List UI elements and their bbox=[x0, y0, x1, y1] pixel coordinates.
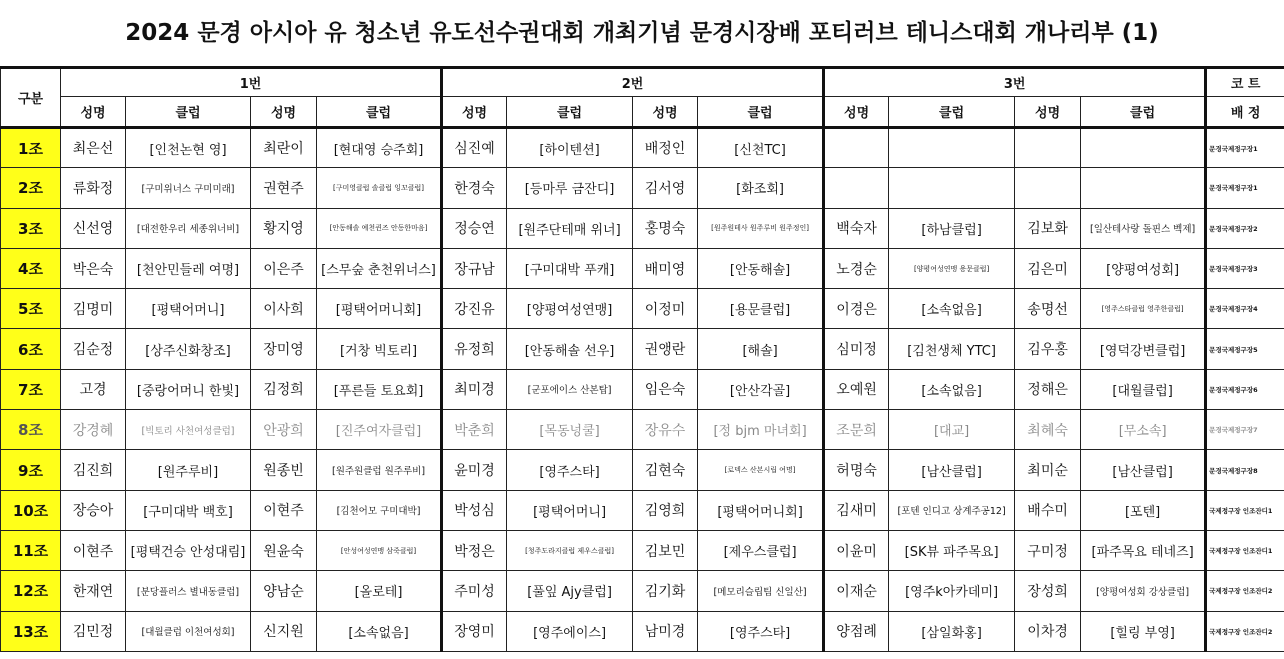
group-label: 10조 bbox=[1, 490, 61, 530]
club-name: [천안민들레 여명] bbox=[126, 248, 251, 288]
player-name: 김현숙 bbox=[633, 450, 698, 490]
group-label: 2조 bbox=[1, 168, 61, 208]
player-name: 이경은 bbox=[824, 289, 889, 329]
group-label: 7조 bbox=[1, 369, 61, 409]
player-name: 장규남 bbox=[442, 248, 507, 288]
court-assignment: 국제정구장 인조잔디1 bbox=[1206, 490, 1284, 530]
club-name: [해솔] bbox=[698, 329, 824, 369]
club-name: [대월클럽 이천여성회] bbox=[126, 611, 251, 651]
player-name: 권현주 bbox=[251, 168, 317, 208]
table-row bbox=[1, 128, 1284, 168]
club-name: [현대영 승주회] bbox=[317, 128, 442, 168]
bracket-table bbox=[0, 66, 1284, 652]
group-label: 1조 bbox=[1, 128, 61, 168]
player-name: 최혜숙 bbox=[1015, 410, 1081, 450]
club-name: [평택어머니] bbox=[507, 490, 633, 530]
player-name: 이사희 bbox=[251, 289, 317, 329]
club-name: [정 bjm 마녀회] bbox=[698, 410, 824, 450]
club-name: [평택건승 안성대림] bbox=[126, 530, 251, 570]
player-name: 한경숙 bbox=[442, 168, 507, 208]
col-club: 클럽 bbox=[889, 97, 1015, 128]
table-row bbox=[1, 289, 1284, 329]
table-row bbox=[1, 248, 1284, 288]
club-name: [SK뷰 파주목요] bbox=[889, 530, 1015, 570]
player-name: 이차경 bbox=[1015, 611, 1081, 651]
group-label: 12조 bbox=[1, 571, 61, 611]
col-club: 클럽 bbox=[1081, 97, 1206, 128]
player-name: 장미영 bbox=[251, 329, 317, 369]
player-name: 김보민 bbox=[633, 530, 698, 570]
court-assignment: 문경국제정구장7 bbox=[1206, 410, 1284, 450]
club-name: [평택어머니] bbox=[126, 289, 251, 329]
club-name: [대교] bbox=[889, 410, 1015, 450]
table-row bbox=[1, 168, 1284, 208]
club-name: [소속없음] bbox=[889, 369, 1015, 409]
club-name: [영덕강변클럽] bbox=[1081, 329, 1206, 369]
player-name: 김정희 bbox=[251, 369, 317, 409]
club-name: [안성여성연맹 삼죽클럽] bbox=[317, 530, 442, 570]
club-name: [무소속] bbox=[1081, 410, 1206, 450]
court-assignment: 국제정구장 인조잔디1 bbox=[1206, 530, 1284, 570]
col-name: 성명 bbox=[61, 97, 126, 128]
club-name: [하남클럽] bbox=[889, 208, 1015, 248]
player-name: 원윤숙 bbox=[251, 530, 317, 570]
player-name: 박은숙 bbox=[61, 248, 126, 288]
player-name: 장영미 bbox=[442, 611, 507, 651]
club-name: [포텐 인디고 상계주공12] bbox=[889, 490, 1015, 530]
col-name: 성명 bbox=[633, 97, 698, 128]
group-label: 11조 bbox=[1, 530, 61, 570]
player-name: 이현주 bbox=[251, 490, 317, 530]
club-name: [안동해솔 선우] bbox=[507, 329, 633, 369]
player-name: 신지원 bbox=[251, 611, 317, 651]
club-name: [김천생체 YTC] bbox=[889, 329, 1015, 369]
player-name: 류화정 bbox=[61, 168, 126, 208]
club-name: [양평여성회 강상클럽] bbox=[1081, 571, 1206, 611]
club-name: [상주신화창조] bbox=[126, 329, 251, 369]
table-row bbox=[1, 208, 1284, 248]
player-name: 김서영 bbox=[633, 168, 698, 208]
court-assignment: 문경국제정구장5 bbox=[1206, 329, 1284, 369]
player-name: 양남순 bbox=[251, 571, 317, 611]
col-name: 성명 bbox=[824, 97, 889, 128]
table-row bbox=[1, 530, 1284, 570]
player-name: 노경순 bbox=[824, 248, 889, 288]
player-name: 최은선 bbox=[61, 128, 126, 168]
col-name: 성명 bbox=[251, 97, 317, 128]
player-name: 최미순 bbox=[1015, 450, 1081, 490]
player-name: 장승아 bbox=[61, 490, 126, 530]
club-name: [안동해솔 예천퀸즈 안동한마음] bbox=[317, 208, 442, 248]
player-name: 황지영 bbox=[251, 208, 317, 248]
player-name: 장유수 bbox=[633, 410, 698, 450]
player-name: 남미경 bbox=[633, 611, 698, 651]
club-name: [구미위너스 구미미래] bbox=[126, 168, 251, 208]
court-header-top: 코 트 bbox=[1206, 68, 1284, 97]
col-name: 성명 bbox=[1015, 97, 1081, 128]
club-name: [소속없음] bbox=[889, 289, 1015, 329]
club-name: [진주여자클럽] bbox=[317, 410, 442, 450]
player-name: 양점례 bbox=[824, 611, 889, 651]
club-name: [대월클럽] bbox=[1081, 369, 1206, 409]
player-name: 구미정 bbox=[1015, 530, 1081, 570]
player-name: 김영희 bbox=[633, 490, 698, 530]
club-name: [평택어머니회] bbox=[698, 490, 824, 530]
court-assignment: 국제정구장 인조잔디2 bbox=[1206, 611, 1284, 651]
player-name: 김새미 bbox=[824, 490, 889, 530]
club-name: [분당플러스 별내동클럽] bbox=[126, 571, 251, 611]
club-name: [포텐] bbox=[1081, 490, 1206, 530]
club-name: [빅토리 사천여성클럽] bbox=[126, 410, 251, 450]
group-header: 구분 bbox=[1, 68, 61, 128]
col-club: 클럽 bbox=[507, 97, 633, 128]
group-label: 6조 bbox=[1, 329, 61, 369]
group-label: 8조 bbox=[1, 410, 61, 450]
club-name: [남산클럽] bbox=[889, 450, 1015, 490]
col-club: 클럽 bbox=[698, 97, 824, 128]
player-name bbox=[1015, 168, 1081, 208]
player-name: 강진유 bbox=[442, 289, 507, 329]
player-name: 임은숙 bbox=[633, 369, 698, 409]
club-name: [푸른들 토요회] bbox=[317, 369, 442, 409]
club-name: [화조회] bbox=[698, 168, 824, 208]
club-name: [대전한우리 세종위너비] bbox=[126, 208, 251, 248]
club-name: [원주원테사 원주루비 원주정인] bbox=[698, 208, 824, 248]
player-name: 박춘희 bbox=[442, 410, 507, 450]
court-assignment: 문경국제정구장2 bbox=[1206, 208, 1284, 248]
player-name: 장성희 bbox=[1015, 571, 1081, 611]
table-row bbox=[1, 410, 1284, 450]
club-name: [하이텐션] bbox=[507, 128, 633, 168]
club-name: [신천TC] bbox=[698, 128, 824, 168]
club-name: [양평여성회] bbox=[1081, 248, 1206, 288]
player-name: 강경혜 bbox=[61, 410, 126, 450]
player-name bbox=[1015, 128, 1081, 168]
club-name: [구미대박 푸캐] bbox=[507, 248, 633, 288]
player-name: 최미경 bbox=[442, 369, 507, 409]
club-name: [스무숲 춘천위너스] bbox=[317, 248, 442, 288]
player-name: 김우홍 bbox=[1015, 329, 1081, 369]
club-name: [인천논현 영] bbox=[126, 128, 251, 168]
player-name: 조문희 bbox=[824, 410, 889, 450]
club-name: [김천어모 구미대박] bbox=[317, 490, 442, 530]
club-name bbox=[889, 128, 1015, 168]
court-header-bottom: 배 정 bbox=[1206, 97, 1284, 128]
page-title: 2024 문경 아시아 유 청소년 유도선수권대회 개최기념 문경시장배 포티러브 테니스대회 개나리부 (1) bbox=[125, 20, 1159, 46]
club-name bbox=[1081, 128, 1206, 168]
player-name: 이은주 bbox=[251, 248, 317, 288]
player-name: 김명미 bbox=[61, 289, 126, 329]
player-name: 백숙자 bbox=[824, 208, 889, 248]
table-row bbox=[1, 329, 1284, 369]
club-name: [청주도라지클럽 제우스클럽] bbox=[507, 530, 633, 570]
club-name: [중랑어머니 한빛] bbox=[126, 369, 251, 409]
club-name: [평택어머니회] bbox=[317, 289, 442, 329]
player-name: 이재순 bbox=[824, 571, 889, 611]
court-assignment: 문경국제정구장8 bbox=[1206, 450, 1284, 490]
club-name: [구미영클럽 솔클럽 잉꼬클럽] bbox=[317, 168, 442, 208]
player-name: 최란이 bbox=[251, 128, 317, 168]
player-name: 배수미 bbox=[1015, 490, 1081, 530]
player-name: 오예원 bbox=[824, 369, 889, 409]
player-name: 송명선 bbox=[1015, 289, 1081, 329]
court-assignment: 문경국제정구장4 bbox=[1206, 289, 1284, 329]
group-label: 9조 bbox=[1, 450, 61, 490]
club-name: [올로테] bbox=[317, 571, 442, 611]
player-name: 박성심 bbox=[442, 490, 507, 530]
table-row bbox=[1, 571, 1284, 611]
player-name: 배정인 bbox=[633, 128, 698, 168]
club-name: [영주k아카데미] bbox=[889, 571, 1015, 611]
player-name: 허명숙 bbox=[824, 450, 889, 490]
player-name: 정승연 bbox=[442, 208, 507, 248]
player-name: 심진예 bbox=[442, 128, 507, 168]
club-name: [원주원클럽 원주루비] bbox=[317, 450, 442, 490]
club-name bbox=[1081, 168, 1206, 208]
club-name: [제우스클럽] bbox=[698, 530, 824, 570]
club-name bbox=[889, 168, 1015, 208]
court-assignment: 문경국제정구장6 bbox=[1206, 369, 1284, 409]
club-name: [로덱스 산본시립 여명] bbox=[698, 450, 824, 490]
group-label: 5조 bbox=[1, 289, 61, 329]
club-name: [영주에이스] bbox=[507, 611, 633, 651]
club-name: [목동넝쿨] bbox=[507, 410, 633, 450]
player-name bbox=[824, 168, 889, 208]
club-name: [용문클럽] bbox=[698, 289, 824, 329]
player-name: 김보화 bbox=[1015, 208, 1081, 248]
club-name: [구미대박 백호] bbox=[126, 490, 251, 530]
club-name: [영주스타클럽 영주한클럽] bbox=[1081, 289, 1206, 329]
table-row bbox=[1, 369, 1284, 409]
club-name: [풀잎 Ajy클럽] bbox=[507, 571, 633, 611]
club-name: [파주목요 테네즈] bbox=[1081, 530, 1206, 570]
player-name: 이윤미 bbox=[824, 530, 889, 570]
player-name: 고경 bbox=[61, 369, 126, 409]
group-label: 4조 bbox=[1, 248, 61, 288]
player-name: 김진희 bbox=[61, 450, 126, 490]
club-name: [소속없음] bbox=[317, 611, 442, 651]
player-name: 이현주 bbox=[61, 530, 126, 570]
club-name: [영주스타] bbox=[507, 450, 633, 490]
player-name: 심미정 bbox=[824, 329, 889, 369]
game3-header: 3번 bbox=[824, 68, 1206, 97]
club-name: [안산각골] bbox=[698, 369, 824, 409]
game1-header: 1번 bbox=[61, 68, 442, 97]
group-label: 3조 bbox=[1, 208, 61, 248]
player-name: 권앵란 bbox=[633, 329, 698, 369]
court-assignment: 국제정구장 인조잔디2 bbox=[1206, 571, 1284, 611]
player-name: 배미영 bbox=[633, 248, 698, 288]
club-name: [메모리슬립팀 신일산] bbox=[698, 571, 824, 611]
table-row bbox=[1, 450, 1284, 490]
club-name: [안동해솔] bbox=[698, 248, 824, 288]
court-assignment: 문경국제정구장1 bbox=[1206, 168, 1284, 208]
player-name: 김순정 bbox=[61, 329, 126, 369]
player-name: 신선영 bbox=[61, 208, 126, 248]
court-assignment: 문경국제정구장1 bbox=[1206, 128, 1284, 168]
club-name: [양평여성연맹] bbox=[507, 289, 633, 329]
club-name: [삼일화홍] bbox=[889, 611, 1015, 651]
player-name: 김민정 bbox=[61, 611, 126, 651]
player-name: 원종빈 bbox=[251, 450, 317, 490]
player-name: 김기화 bbox=[633, 571, 698, 611]
club-name: [원주루비] bbox=[126, 450, 251, 490]
player-name: 안광희 bbox=[251, 410, 317, 450]
player-name: 이정미 bbox=[633, 289, 698, 329]
club-name: [군포에이스 산본탑] bbox=[507, 369, 633, 409]
table-row bbox=[1, 490, 1284, 530]
player-name: 김은미 bbox=[1015, 248, 1081, 288]
table-row bbox=[1, 611, 1284, 651]
player-name: 박정은 bbox=[442, 530, 507, 570]
player-name bbox=[824, 128, 889, 168]
club-name: [양평여성연맹 용문클럽] bbox=[889, 248, 1015, 288]
col-club: 클럽 bbox=[317, 97, 442, 128]
col-name: 성명 bbox=[442, 97, 507, 128]
club-name: [남산클럽] bbox=[1081, 450, 1206, 490]
player-name: 유정희 bbox=[442, 329, 507, 369]
game2-header: 2번 bbox=[442, 68, 824, 97]
club-name: [힐링 부영] bbox=[1081, 611, 1206, 651]
club-name: [일산테사랑 돌핀스 벡제] bbox=[1081, 208, 1206, 248]
club-name: [등마루 금잔디] bbox=[507, 168, 633, 208]
group-label: 13조 bbox=[1, 611, 61, 651]
player-name: 윤미경 bbox=[442, 450, 507, 490]
player-name: 주미성 bbox=[442, 571, 507, 611]
player-name: 홍명숙 bbox=[633, 208, 698, 248]
club-name: [거창 빅토리] bbox=[317, 329, 442, 369]
col-club: 클럽 bbox=[126, 97, 251, 128]
club-name: [영주스타] bbox=[698, 611, 824, 651]
club-name: [원주단테매 위너] bbox=[507, 208, 633, 248]
court-assignment: 문경국제정구장3 bbox=[1206, 248, 1284, 288]
player-name: 한재연 bbox=[61, 571, 126, 611]
player-name: 정해은 bbox=[1015, 369, 1081, 409]
